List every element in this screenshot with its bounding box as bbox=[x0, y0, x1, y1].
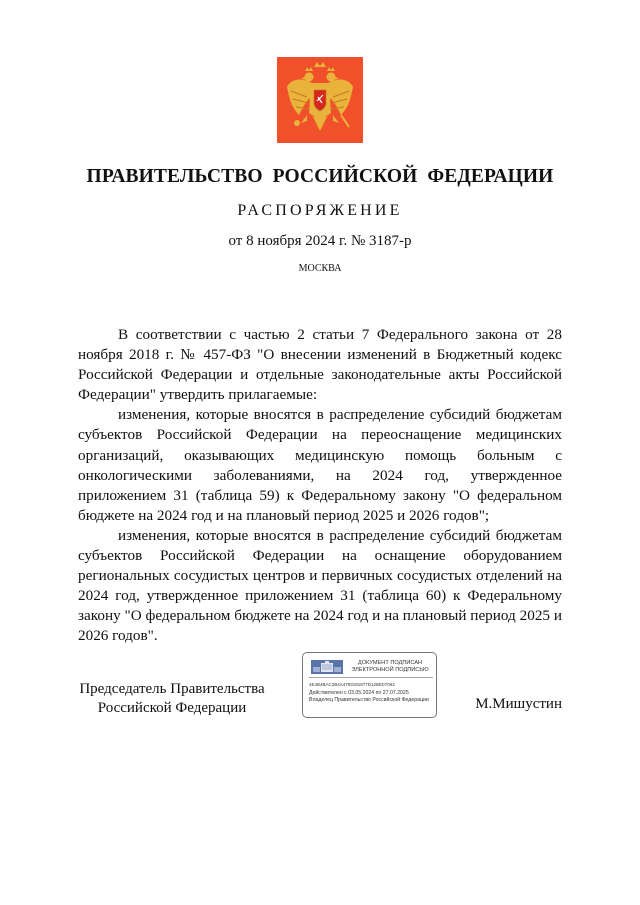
signer-name: М.Мишустин bbox=[475, 696, 562, 712]
building-icon bbox=[311, 660, 343, 674]
electronic-signature-stamp bbox=[302, 652, 437, 718]
esignature-divider bbox=[309, 677, 433, 678]
esignature-heading: ДОКУМЕНТ ПОДПИСАН ЭЛЕКТРОННОЙ ПОДПИСЬЮ bbox=[351, 660, 429, 673]
body-paragraph-1: В соответствии с частью 2 статьи 7 Федерального закона от 28 ноября 2018 г. № 457-ФЗ "О внесении изменений в Бюджетный кодекс Российской Федерации и отдельные законодательные акты Российской Федерации" утвердить прилагаемые: bbox=[78, 326, 562, 404]
esignature-certificate: 4E4B4BAC2B4A4793191877D128ED7062 bbox=[309, 682, 395, 687]
document-type: РАСПОРЯЖЕНИЕ bbox=[237, 202, 403, 219]
document-body bbox=[78, 325, 562, 647]
esignature-owner: Владелец Правительство Российской Федерации bbox=[309, 697, 429, 703]
body-paragraph-3: изменения, которые вносятся в распределение субсидий бюджетам субъектов Российской Федерации на оснащение оборудованием региональных сосудистых центров и первичных сосудистых отделений на 2024 год, утвержденное приложением 31 (таблица 60) к Федеральному закону "О федеральном бюджете на 2024 год и на плановый период 2025 и 2026 годов". bbox=[78, 526, 562, 645]
document-city: МОСКВА bbox=[298, 263, 342, 274]
signer-position: Председатель Правительства Российской Федерации bbox=[79, 681, 265, 716]
document-date-number: от 8 ноября 2024 г. № 3187-р bbox=[228, 233, 412, 249]
esignature-validity: Действителен с 03.05.2024 по 27.07.2025 bbox=[309, 690, 409, 696]
body-paragraph-2: изменения, которые вносятся в распределение субсидий бюджетам субъектов Российской Федерации на переоснащение медицинских организаций, оказывающих медицинскую помощь больным с онкологическими заболеваниями, на 2024 год, утвержденное приложением 31 (таблица 59) к Федеральному закону "О федеральном бюджете на 2024 год и на плановый период 2025 и 2026 годов"; bbox=[78, 406, 562, 524]
coat-of-arms-icon bbox=[277, 57, 363, 143]
government-title: ПРАВИТЕЛЬСТВО РОССИЙСКОЙ ФЕДЕРАЦИИ bbox=[86, 166, 554, 187]
